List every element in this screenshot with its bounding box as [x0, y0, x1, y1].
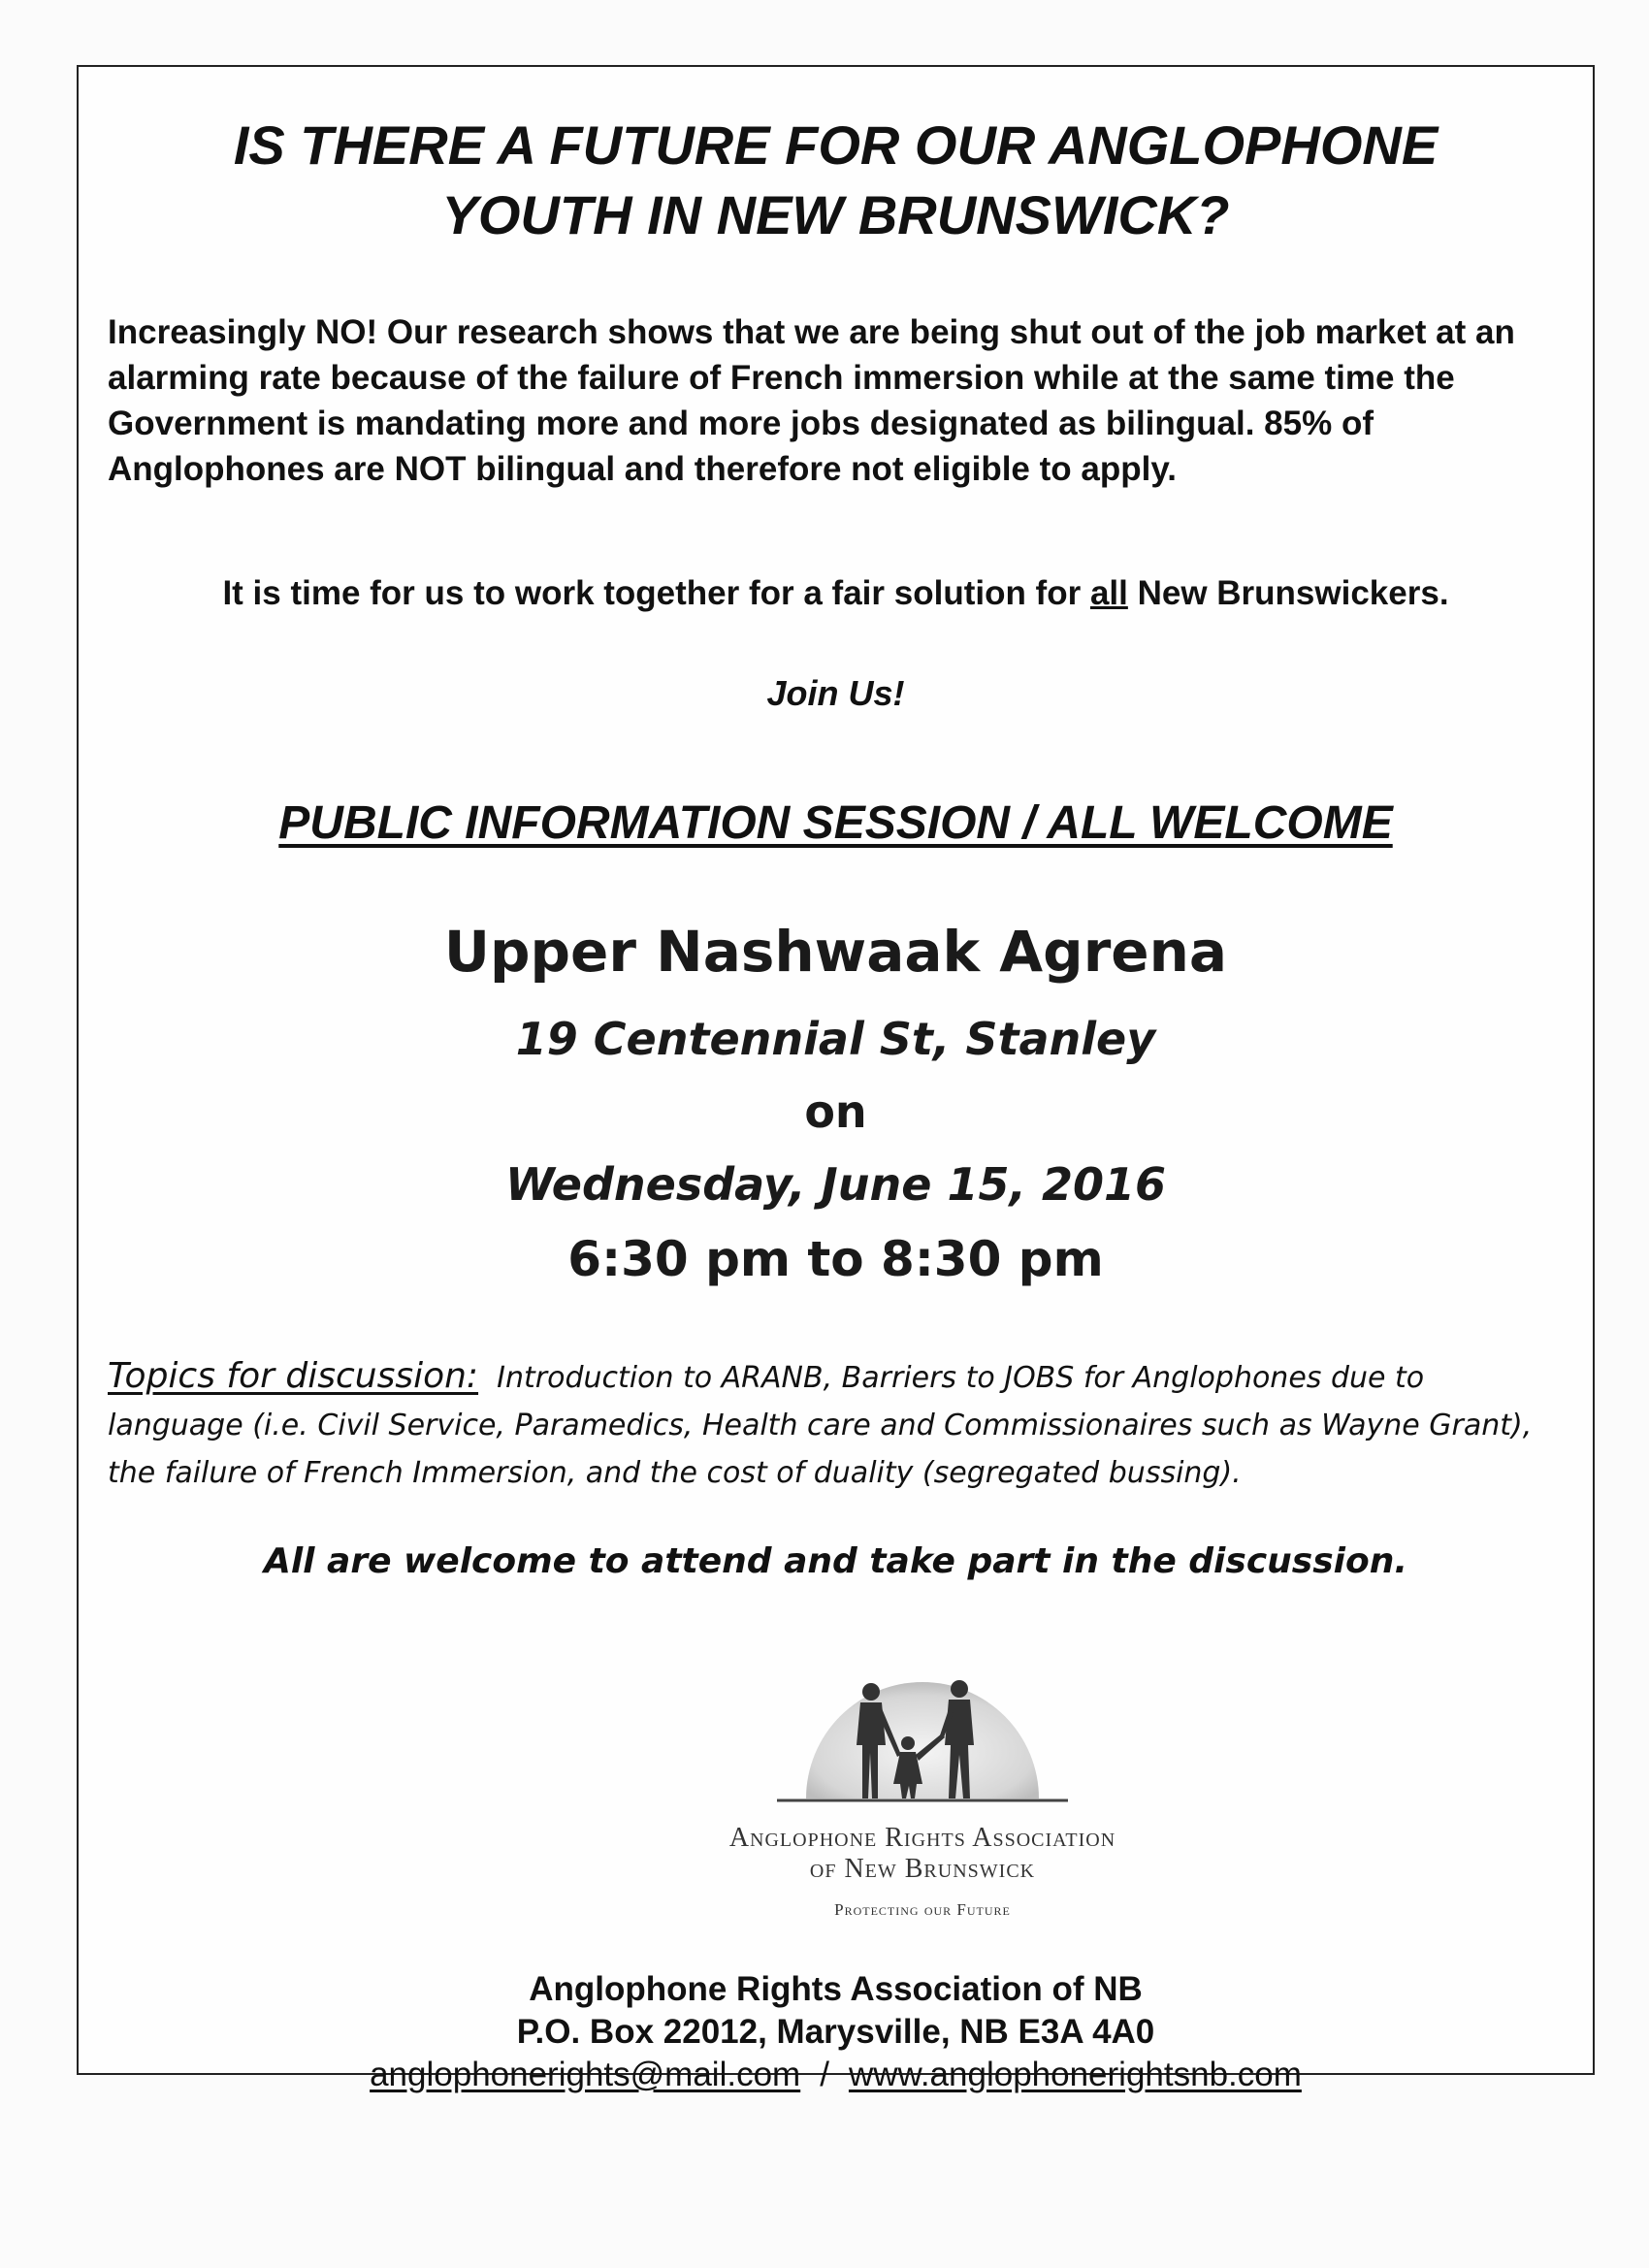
contact-org: Anglophone Rights Association of NB [529, 1970, 1143, 2008]
contact-block [79, 1968, 1593, 2096]
link-separator: / [820, 2056, 829, 2093]
headline-line-2: YOUTH IN NEW BRUNSWICK? [441, 184, 1230, 245]
contact-address: P.O. Box 22012, Marysville, NB E3A 4A0 [516, 2013, 1155, 2051]
website-link[interactable]: www.anglophonerightsnb.com [848, 2056, 1302, 2093]
event-on: on [804, 1085, 867, 1138]
intro-paragraph: Increasingly NO! Our research shows that we are being shut out of the job market at an alarming rate because of the failure of French immersion while at the same time the Government is mandating more and more jobs designated as bilingual. 85% of Anglophones are NOT bilingual and therefore not eligible to apply. [108, 313, 1515, 488]
event-address: 19 Centennial St, Stanley [515, 1013, 1156, 1065]
headline-line-1: IS THERE A FUTURE FOR OUR ANGLOPHONE [233, 114, 1439, 176]
event-time: 6:30 pm to 8:30 pm [567, 1231, 1104, 1287]
topics-text: Introduction to ARANB, Barriers to JOBS for Anglophones due to language (i.e. Civil Service, Paramedics, Health care and Commissionaires such as Wayne Grant), the failure of French Immersion, and the cost of duality (segregated bussing). [108, 1361, 1533, 1490]
closing-line: All are welcome to attend and take part in the discussion. [263, 1541, 1408, 1581]
logo-name-line-1: Anglophone Rights Association [728, 1823, 1116, 1853]
topics-paragraph [108, 1352, 1554, 1497]
logo-name-line-2: of New Brunswick [809, 1854, 1036, 1884]
contact-links [79, 2054, 1593, 2096]
flyer-border [77, 65, 1595, 2093]
headline [79, 111, 1593, 250]
call-to-action [79, 574, 1593, 613]
call-to-action-emphasis: all [1089, 574, 1128, 612]
call-to-action-end: New Brunswickers. [1127, 574, 1449, 612]
logo-tagline: Protecting our Future [834, 1900, 1011, 1919]
call-to-action-start: It is time for us to work together for a fair solution for [222, 574, 1090, 612]
event-date: Wednesday, June 15, 2016 [504, 1158, 1167, 1211]
join-us: Join Us! [766, 673, 905, 713]
family-silhouette-icon [777, 1600, 1068, 1818]
topics-label: Topics for discussion: [108, 1356, 479, 1396]
email-link[interactable]: anglophonerights@mail.com [370, 2056, 801, 2093]
event-venue: Upper Nashwaak Agrena [443, 919, 1228, 985]
session-title: PUBLIC INFORMATION SESSION / ALL WELCOME [278, 797, 1393, 849]
association-logo [661, 1600, 1184, 1919]
